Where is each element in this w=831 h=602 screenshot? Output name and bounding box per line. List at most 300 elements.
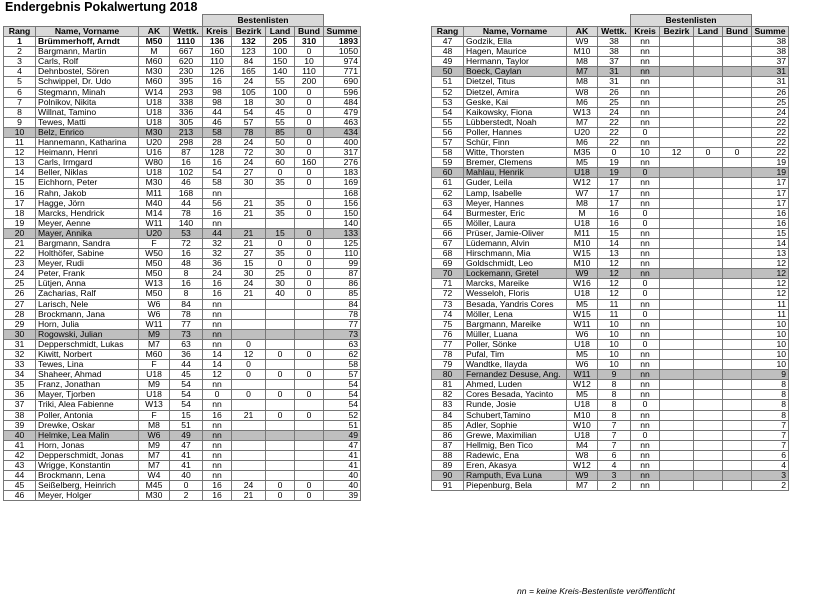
- land-cell: 25: [266, 269, 295, 279]
- summe-cell: 10: [752, 319, 789, 329]
- bezirk-cell: [660, 208, 694, 218]
- land-cell: [694, 309, 723, 319]
- summe-cell: 771: [324, 67, 361, 77]
- ak-cell: M30: [139, 178, 170, 188]
- ak-cell: M5: [567, 158, 598, 168]
- wettk-cell: 31: [598, 77, 631, 87]
- rank-cell: 66: [432, 228, 464, 238]
- kreis-cell: 0: [631, 208, 660, 218]
- table-row: [432, 440, 789, 450]
- ak-cell: U18: [139, 168, 170, 178]
- name-cell: Burmester, Eric: [464, 208, 567, 218]
- land-cell: [694, 450, 723, 460]
- name-cell: Bargmann, Sandra: [36, 238, 139, 248]
- bund-cell: 0: [295, 259, 324, 269]
- kreis-cell: 0: [631, 339, 660, 349]
- summe-cell: 596: [324, 87, 361, 97]
- land-cell: 0: [266, 491, 295, 501]
- bezirk-cell: 21: [232, 289, 266, 299]
- ak-cell: M11: [139, 188, 170, 198]
- column-header: Bund: [295, 27, 324, 37]
- table-row: [432, 269, 789, 279]
- bund-cell: 0: [295, 238, 324, 248]
- wettk-cell: 54: [170, 380, 203, 390]
- bezirk-cell: [660, 238, 694, 248]
- kreis-cell: 14: [203, 360, 232, 370]
- name-cell: Bargmann, Martin: [36, 47, 139, 57]
- wettk-cell: 17: [598, 198, 631, 208]
- kreis-cell: nn: [631, 249, 660, 259]
- ak-cell: W12: [567, 461, 598, 471]
- bezirk-cell: 18: [232, 97, 266, 107]
- table-row: [432, 228, 789, 238]
- table-row: [4, 461, 361, 471]
- summe-cell: 17: [752, 188, 789, 198]
- summe-cell: 8: [752, 400, 789, 410]
- kreis-cell: nn: [631, 97, 660, 107]
- rank-cell: 81: [432, 380, 464, 390]
- rank-cell: 57: [432, 138, 464, 148]
- ak-cell: W11: [567, 370, 598, 380]
- bestenlisten-header: Bestenlisten: [631, 15, 752, 27]
- summe-cell: 85: [324, 289, 361, 299]
- table-row: [4, 380, 361, 390]
- bezirk-cell: 57: [232, 117, 266, 127]
- kreis-cell: 0: [631, 168, 660, 178]
- ak-cell: U18: [567, 289, 598, 299]
- ak-cell: W16: [567, 279, 598, 289]
- bezirk-cell: [660, 198, 694, 208]
- bezirk-cell: [232, 218, 266, 228]
- name-cell: Kaikowsky, Fiona: [464, 107, 567, 117]
- rank-cell: 12: [4, 148, 36, 158]
- bund-cell: 0: [295, 117, 324, 127]
- name-cell: Dehnbostel, Sören: [36, 67, 139, 77]
- table-row: [432, 208, 789, 218]
- wettk-cell: 0: [598, 148, 631, 158]
- bund-cell: [723, 370, 752, 380]
- rank-cell: 15: [4, 178, 36, 188]
- rank-cell: 65: [432, 218, 464, 228]
- land-cell: 100: [266, 87, 295, 97]
- column-header: Summe: [324, 27, 361, 37]
- bund-cell: [723, 390, 752, 400]
- table-row: [4, 37, 361, 47]
- table-row: [432, 158, 789, 168]
- ak-cell: M9: [139, 329, 170, 339]
- bund-cell: [295, 440, 324, 450]
- table-row: [432, 410, 789, 420]
- bund-cell: [723, 430, 752, 440]
- land-cell: 30: [266, 148, 295, 158]
- ak-cell: M30: [139, 67, 170, 77]
- ak-cell: W6: [139, 309, 170, 319]
- bezirk-cell: [232, 430, 266, 440]
- rank-cell: 45: [4, 481, 36, 491]
- summe-cell: 4: [752, 461, 789, 471]
- kreis-cell: 44: [203, 228, 232, 238]
- name-cell: Bremer, Clemens: [464, 158, 567, 168]
- name-cell: Radewic, Ena: [464, 450, 567, 460]
- rank-cell: 56: [432, 127, 464, 137]
- ak-cell: U18: [567, 430, 598, 440]
- bund-cell: [723, 309, 752, 319]
- ak-cell: U16: [139, 148, 170, 158]
- table-row: [432, 168, 789, 178]
- ak-cell: U18: [139, 370, 170, 380]
- kreis-cell: 0: [631, 430, 660, 440]
- kreis-cell: nn: [631, 350, 660, 360]
- summe-cell: 11: [752, 309, 789, 319]
- table-row: [432, 218, 789, 228]
- bund-cell: [723, 269, 752, 279]
- land-cell: 60: [266, 158, 295, 168]
- table-row: [432, 309, 789, 319]
- land-cell: [694, 461, 723, 471]
- rank-cell: 35: [4, 380, 36, 390]
- rank-cell: 44: [4, 471, 36, 481]
- bund-cell: [295, 471, 324, 481]
- land-cell: 0: [266, 168, 295, 178]
- summe-cell: 14: [752, 238, 789, 248]
- rank-cell: 79: [432, 360, 464, 370]
- kreis-cell: nn: [631, 107, 660, 117]
- kreis-cell: nn: [203, 188, 232, 198]
- bezirk-cell: [660, 471, 694, 481]
- rank-cell: 1: [4, 37, 36, 47]
- summe-cell: 41: [324, 450, 361, 460]
- kreis-cell: nn: [203, 380, 232, 390]
- summe-cell: 169: [324, 178, 361, 188]
- land-cell: [694, 400, 723, 410]
- name-cell: Boeck, Caylan: [464, 67, 567, 77]
- bezirk-cell: [660, 259, 694, 269]
- summe-cell: 140: [324, 218, 361, 228]
- ak-cell: W13: [567, 107, 598, 117]
- kreis-cell: nn: [631, 238, 660, 248]
- name-cell: Drewke, Oskar: [36, 420, 139, 430]
- name-cell: Guder, Leila: [464, 178, 567, 188]
- land-cell: 0: [694, 148, 723, 158]
- summe-cell: 276: [324, 158, 361, 168]
- table-row: [432, 400, 789, 410]
- bund-cell: 110: [295, 67, 324, 77]
- summe-cell: 7: [752, 440, 789, 450]
- name-cell: Larisch, Nele: [36, 299, 139, 309]
- land-cell: [694, 138, 723, 148]
- kreis-cell: 136: [203, 37, 232, 47]
- bezirk-cell: [660, 410, 694, 420]
- table-row: [432, 238, 789, 248]
- table-row: [4, 269, 361, 279]
- land-cell: [694, 299, 723, 309]
- name-cell: Poller, Antonia: [36, 410, 139, 420]
- bezirk-cell: 123: [232, 47, 266, 57]
- ak-cell: W11: [567, 319, 598, 329]
- bund-cell: [723, 319, 752, 329]
- rank-cell: 8: [4, 107, 36, 117]
- bezirk-cell: [232, 188, 266, 198]
- land-cell: [694, 360, 723, 370]
- land-cell: 0: [266, 350, 295, 360]
- wettk-cell: 230: [170, 67, 203, 77]
- bund-cell: [723, 440, 752, 450]
- bund-cell: [295, 380, 324, 390]
- kreis-cell: nn: [631, 269, 660, 279]
- rank-cell: 49: [432, 57, 464, 67]
- kreis-cell: 12: [203, 370, 232, 380]
- bund-cell: 0: [295, 481, 324, 491]
- land-cell: [694, 350, 723, 360]
- summe-cell: 24: [752, 107, 789, 117]
- ranking-table: [3, 14, 361, 501]
- bezirk-cell: [660, 481, 694, 491]
- land-cell: [694, 339, 723, 349]
- land-cell: 35: [266, 178, 295, 188]
- name-cell: Wrigge, Konstantin: [36, 461, 139, 471]
- land-cell: [694, 178, 723, 188]
- kreis-cell: nn: [631, 37, 660, 47]
- name-cell: Adler, Sophie: [464, 420, 567, 430]
- kreis-cell: nn: [631, 87, 660, 97]
- summe-cell: 38: [752, 47, 789, 57]
- table-row: [4, 420, 361, 430]
- name-cell: Kiwitt, Norbert: [36, 350, 139, 360]
- summe-cell: 84: [324, 299, 361, 309]
- bund-cell: [723, 117, 752, 127]
- ak-cell: W6: [139, 430, 170, 440]
- bund-cell: 0: [295, 178, 324, 188]
- ak-cell: M60: [139, 57, 170, 67]
- table-row: [432, 97, 789, 107]
- table-row: [4, 491, 361, 501]
- table-row: [4, 77, 361, 87]
- rank-cell: 74: [432, 309, 464, 319]
- bund-cell: [295, 218, 324, 228]
- ak-cell: F: [139, 410, 170, 420]
- table-row: [4, 47, 361, 57]
- name-cell: Mayer, Tjorben: [36, 390, 139, 400]
- table-row: [432, 57, 789, 67]
- summe-cell: 51: [324, 420, 361, 430]
- wettk-cell: 10: [598, 329, 631, 339]
- column-header: Wettk.: [170, 27, 203, 37]
- bezirk-cell: [232, 471, 266, 481]
- kreis-cell: nn: [631, 481, 660, 491]
- kreis-cell: nn: [203, 309, 232, 319]
- name-cell: Carls, Rolf: [36, 57, 139, 67]
- ak-cell: W4: [139, 471, 170, 481]
- wettk-cell: 36: [170, 350, 203, 360]
- summe-cell: 12: [752, 269, 789, 279]
- wettk-cell: 49: [170, 430, 203, 440]
- name-cell: Depperschmidt, Lukas: [36, 339, 139, 349]
- rank-cell: 77: [432, 339, 464, 349]
- bezirk-cell: 24: [232, 481, 266, 491]
- table-row: [432, 299, 789, 309]
- table-row: [432, 450, 789, 460]
- bezirk-cell: [660, 400, 694, 410]
- rank-cell: 2: [4, 47, 36, 57]
- ak-cell: M50: [139, 259, 170, 269]
- bezirk-cell: [232, 450, 266, 460]
- ak-cell: F: [139, 360, 170, 370]
- name-cell: Grewe, Maximilian: [464, 430, 567, 440]
- ak-cell: U18: [139, 97, 170, 107]
- table-row: [4, 218, 361, 228]
- rank-cell: 41: [4, 440, 36, 450]
- kreis-cell: 16: [203, 491, 232, 501]
- name-cell: Dietzel, Titus: [464, 77, 567, 87]
- ak-cell: W11: [139, 218, 170, 228]
- bund-cell: [295, 461, 324, 471]
- summe-cell: 10: [752, 360, 789, 370]
- wettk-cell: 8: [598, 400, 631, 410]
- table-row: [432, 360, 789, 370]
- name-cell: Horn, Julia: [36, 319, 139, 329]
- land-cell: 50: [266, 138, 295, 148]
- name-cell: Depperschmidt, Jonas: [36, 450, 139, 460]
- bezirk-cell: [232, 319, 266, 329]
- name-cell: Poller, Sönke: [464, 339, 567, 349]
- kreis-cell: 36: [203, 259, 232, 269]
- bezirk-cell: 15: [232, 259, 266, 269]
- land-cell: [266, 471, 295, 481]
- wettk-cell: 63: [170, 339, 203, 349]
- land-cell: [694, 77, 723, 87]
- ak-cell: W6: [567, 329, 598, 339]
- ak-cell: U18: [567, 339, 598, 349]
- rank-cell: 37: [4, 400, 36, 410]
- kreis-cell: 126: [203, 67, 232, 77]
- rank-cell: 34: [4, 370, 36, 380]
- name-cell: Mahlau, Henrik: [464, 168, 567, 178]
- table-row: [432, 37, 789, 47]
- wettk-cell: 41: [170, 450, 203, 460]
- kreis-cell: nn: [631, 198, 660, 208]
- table-row: [4, 188, 361, 198]
- rank-cell: 33: [4, 360, 36, 370]
- summe-cell: 463: [324, 117, 361, 127]
- rank-cell: 89: [432, 461, 464, 471]
- bund-cell: 0: [295, 390, 324, 400]
- bezirk-cell: 132: [232, 37, 266, 47]
- rank-cell: 17: [4, 198, 36, 208]
- kreis-cell: nn: [631, 420, 660, 430]
- ak-cell: M7: [567, 117, 598, 127]
- ak-cell: W12: [567, 380, 598, 390]
- summe-cell: 434: [324, 127, 361, 137]
- ak-cell: M50: [139, 289, 170, 299]
- footnote: nn = keine Kreis-Bestenliste veröffentlicht: [517, 586, 675, 596]
- bund-cell: [295, 360, 324, 370]
- wettk-cell: 8: [598, 380, 631, 390]
- name-cell: Goldschmidt, Leo: [464, 259, 567, 269]
- ak-cell: M60: [139, 77, 170, 87]
- table-row: [432, 279, 789, 289]
- kreis-cell: nn: [203, 339, 232, 349]
- bund-cell: [295, 188, 324, 198]
- ak-cell: M50: [139, 269, 170, 279]
- summe-cell: 22: [752, 148, 789, 158]
- bund-cell: [295, 450, 324, 460]
- wettk-cell: 46: [170, 178, 203, 188]
- wettk-cell: 140: [170, 218, 203, 228]
- land-cell: [694, 37, 723, 47]
- rank-cell: 60: [432, 168, 464, 178]
- table-row: [4, 390, 361, 400]
- name-cell: Eren, Akasya: [464, 461, 567, 471]
- ak-cell: M50: [139, 37, 170, 47]
- rank-cell: 10: [4, 127, 36, 137]
- summe-cell: 7: [752, 420, 789, 430]
- summe-cell: 54: [324, 400, 361, 410]
- rank-cell: 86: [432, 430, 464, 440]
- column-header: Kreis: [631, 27, 660, 37]
- bund-cell: [723, 339, 752, 349]
- bund-cell: [723, 329, 752, 339]
- table-row: [4, 299, 361, 309]
- name-cell: Triki, Alea Fabienne: [36, 400, 139, 410]
- bund-cell: 0: [295, 168, 324, 178]
- bezirk-cell: 21: [232, 208, 266, 218]
- land-cell: [694, 410, 723, 420]
- ak-cell: W13: [139, 400, 170, 410]
- ak-cell: M: [567, 208, 598, 218]
- bund-cell: 310: [295, 37, 324, 47]
- wettk-cell: 667: [170, 47, 203, 57]
- summe-cell: 183: [324, 168, 361, 178]
- summe-cell: 37: [752, 57, 789, 67]
- bezirk-cell: 72: [232, 148, 266, 158]
- kreis-cell: 16: [203, 481, 232, 491]
- summe-cell: 38: [752, 37, 789, 47]
- wettk-cell: 54: [170, 400, 203, 410]
- wettk-cell: 8: [170, 289, 203, 299]
- table-row: [432, 87, 789, 97]
- ak-cell: M45: [139, 481, 170, 491]
- bezirk-cell: [232, 420, 266, 430]
- bund-cell: [723, 188, 752, 198]
- bund-cell: [723, 138, 752, 148]
- bezirk-cell: 0: [232, 390, 266, 400]
- column-header: Bezirk: [660, 27, 694, 37]
- table-row: [4, 87, 361, 97]
- ak-cell: M7: [139, 461, 170, 471]
- kreis-cell: nn: [631, 77, 660, 87]
- name-cell: Meyer, Rudi: [36, 259, 139, 269]
- land-cell: [694, 430, 723, 440]
- kreis-cell: nn: [631, 360, 660, 370]
- bund-cell: 0: [295, 138, 324, 148]
- kreis-cell: nn: [631, 380, 660, 390]
- kreis-cell: nn: [631, 461, 660, 471]
- land-cell: [266, 329, 295, 339]
- summe-cell: 150: [324, 208, 361, 218]
- table-row: [432, 329, 789, 339]
- bezirk-cell: 21: [232, 410, 266, 420]
- name-cell: Meyer, Hannes: [464, 198, 567, 208]
- table-row: [432, 259, 789, 269]
- bund-cell: [723, 77, 752, 87]
- kreis-cell: 0: [631, 127, 660, 137]
- bund-cell: [723, 360, 752, 370]
- wettk-cell: 47: [170, 440, 203, 450]
- rank-cell: 67: [432, 238, 464, 248]
- summe-cell: 317: [324, 148, 361, 158]
- ak-cell: W10: [567, 420, 598, 430]
- wettk-cell: 102: [170, 168, 203, 178]
